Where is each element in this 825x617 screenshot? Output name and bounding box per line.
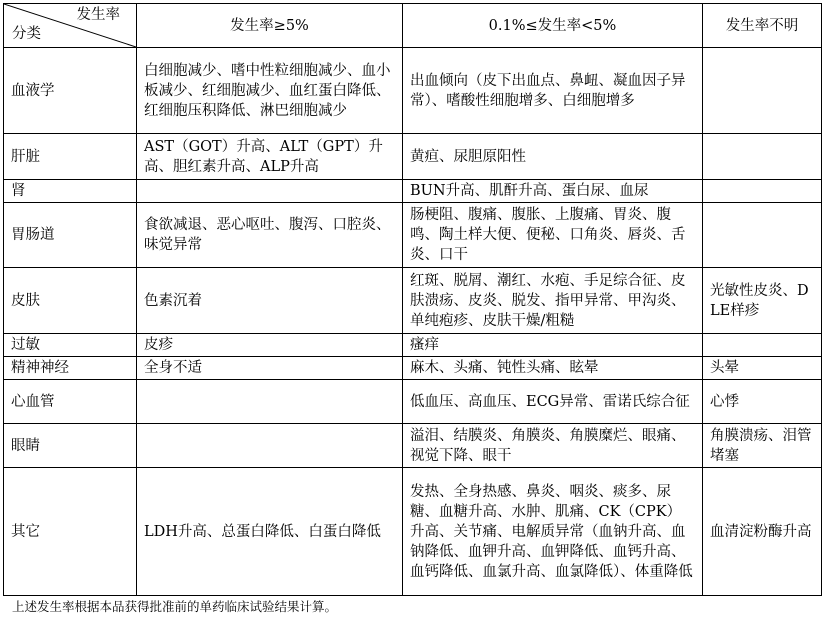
incidence-ge5-cell: 色素沉着 [137, 268, 403, 334]
incidence-01to5-cell: BUN升高、肌酐升高、蛋白尿、血尿 [403, 180, 703, 203]
table-row [4, 180, 822, 203]
table-row [4, 203, 822, 268]
category-cell: 精神神经 [4, 357, 137, 380]
table-row [4, 357, 822, 380]
incidence-ge5-cell: 食欲减退、恶心呕吐、腹泻、口腔炎、味觉异常 [137, 203, 403, 268]
incidence-01to5-cell: 低血压、高血压、ECG异常、雷诺氏综合征 [403, 380, 703, 424]
adverse-reaction-table [3, 3, 822, 596]
incidence-ge5-cell: 白细胞减少、嗜中性粒细胞减少、血小板减少、红细胞减少、血红蛋白降低、红细胞压积降低、淋巴细胞减少 [137, 48, 403, 134]
incidence-unknown-cell [703, 48, 822, 134]
diagonal-header-category: 分类 [12, 26, 41, 42]
incidence-unknown-cell: 头晕 [703, 357, 822, 380]
incidence-unknown-cell: 角膜溃疡、泪管堵塞 [703, 424, 822, 468]
table-row [4, 468, 822, 596]
incidence-unknown-cell: 血清淀粉酶升高 [703, 468, 822, 596]
incidence-unknown-cell [703, 134, 822, 180]
incidence-01to5-cell: 发热、全身热感、鼻炎、咽炎、痰多、尿糖、血糖升高、水肿、肌痛、CK（CPK）升高、关节痛、电解质异常（血钠升高、血钠降低、血钾升高、血钾降低、血钙升高、血钙降低、血氯升高、血氯降低）、体重降低 [403, 468, 703, 596]
incidence-unknown-cell [703, 334, 822, 357]
incidence-ge5-cell: AST（GOT）升高、ALT（GPT）升高、胆红素升高、ALP升高 [137, 134, 403, 180]
col-header-01to5: 0.1%≤发生率<5% [403, 4, 703, 48]
category-cell: 胃肠道 [4, 203, 137, 268]
incidence-ge5-cell: LDH升高、总蛋白降低、白蛋白降低 [137, 468, 403, 596]
incidence-ge5-cell [137, 180, 403, 203]
col-header-unknown: 发生率不明 [703, 4, 822, 48]
table-row [4, 334, 822, 357]
incidence-01to5-cell: 黄疸、尿胆原阳性 [403, 134, 703, 180]
incidence-unknown-cell: 心悸 [703, 380, 822, 424]
incidence-01to5-cell: 肠梗阻、腹痛、腹胀、上腹痛、胃炎、腹鸣、陶土样大便、便秘、口角炎、唇炎、舌炎、口干 [403, 203, 703, 268]
table-row [4, 134, 822, 180]
header-row [4, 4, 822, 48]
category-cell: 肝脏 [4, 134, 137, 180]
category-cell: 皮肤 [4, 268, 137, 334]
incidence-01to5-cell: 出血倾向（皮下出血点、鼻衄、凝血因子异常）、嗜酸性细胞增多、白细胞增多 [403, 48, 703, 134]
table-row [4, 268, 822, 334]
incidence-01to5-cell: 溢泪、结膜炎、角膜炎、角膜糜烂、眼痛、视觉下降、眼干 [403, 424, 703, 468]
table-footnote: 上述发生率根据本品获得批准前的单药临床试验结果计算。 [12, 599, 338, 614]
category-cell: 心血管 [4, 380, 137, 424]
category-cell: 肾 [4, 180, 137, 203]
incidence-unknown-cell [703, 180, 822, 203]
incidence-ge5-cell [137, 424, 403, 468]
incidence-ge5-cell: 全身不适 [137, 357, 403, 380]
diagonal-header-incidence: 发生率 [76, 7, 120, 23]
category-cell: 其它 [4, 468, 137, 596]
incidence-unknown-cell [703, 203, 822, 268]
col-header-ge5: 发生率≥5% [137, 4, 403, 48]
table-row [4, 424, 822, 468]
category-cell: 血液学 [4, 48, 137, 134]
incidence-01to5-cell: 瘙痒 [403, 334, 703, 357]
table-row [4, 380, 822, 424]
category-cell: 眼睛 [4, 424, 137, 468]
table-row [4, 48, 822, 134]
incidence-unknown-cell: 光敏性皮炎、DLE样疹 [703, 268, 822, 334]
category-cell: 过敏 [4, 334, 137, 357]
incidence-01to5-cell: 麻木、头痛、钝性头痛、眩晕 [403, 357, 703, 380]
incidence-ge5-cell [137, 380, 403, 424]
incidence-01to5-cell: 红斑、脱屑、潮红、水疱、手足综合征、皮肤溃疡、皮炎、脱发、指甲异常、甲沟炎、单纯疱疹、皮肤干燥/粗糙 [403, 268, 703, 334]
incidence-ge5-cell: 皮疹 [137, 334, 403, 357]
diagonal-header-cell [4, 4, 137, 48]
